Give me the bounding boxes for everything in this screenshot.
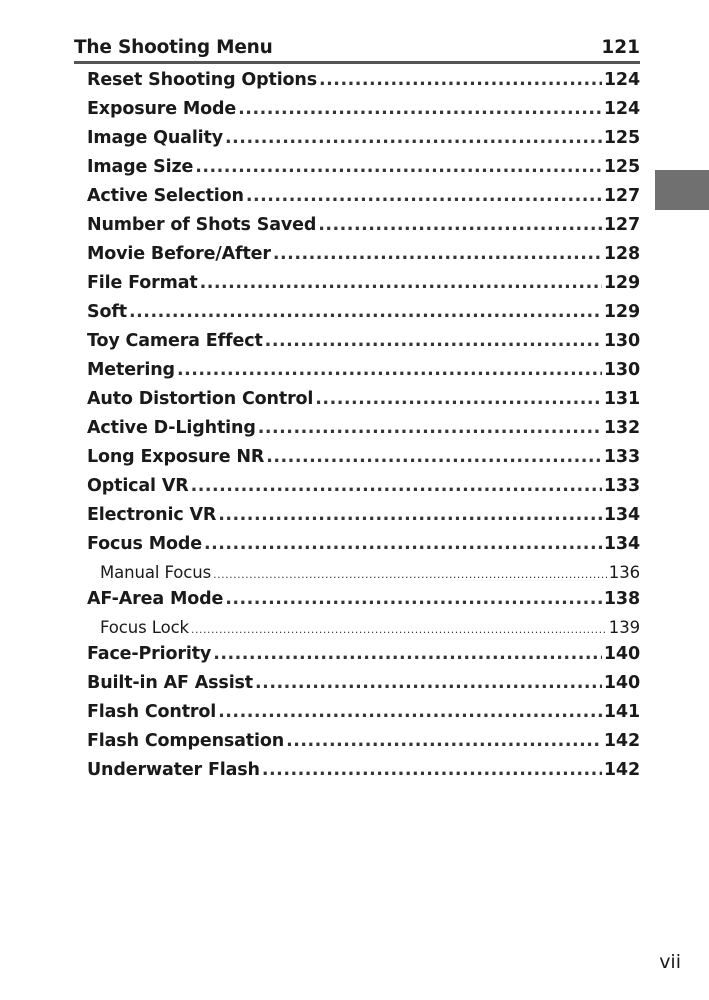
toc-entry[interactable] — [87, 644, 640, 673]
toc-entry-page: 134 — [603, 534, 640, 554]
toc-entry[interactable] — [87, 389, 640, 418]
toc-entry-page: 132 — [603, 418, 640, 438]
dot-leader — [218, 505, 602, 525]
toc-entry-label: Toy Camera Effect — [87, 331, 263, 351]
toc-entry[interactable] — [87, 128, 640, 157]
dot-leader — [129, 302, 602, 322]
toc-entry[interactable] — [87, 186, 640, 215]
dot-leader — [273, 244, 602, 264]
toc-entry-page: 142 — [603, 731, 640, 751]
toc-entry-page: 138 — [603, 589, 640, 609]
dot-leader — [286, 731, 602, 751]
toc-entry[interactable] — [87, 418, 640, 447]
section-page-number[interactable]: 121 — [601, 37, 640, 58]
dot-leader — [246, 186, 602, 206]
toc-entry[interactable] — [87, 215, 640, 244]
toc-subentry[interactable] — [87, 563, 640, 589]
section-header — [74, 34, 640, 64]
toc-entry-label: AF-Area Mode — [87, 589, 224, 609]
chapter-thumb-tab — [655, 170, 709, 210]
toc-entry-page: 134 — [603, 505, 640, 525]
toc-entry-label: Active D-Lighting — [87, 418, 256, 438]
toc-entry[interactable] — [87, 589, 640, 618]
toc-entry-label: Reset Shooting Options — [87, 70, 318, 90]
page-number: vii — [659, 951, 681, 973]
dot-leader — [200, 273, 602, 293]
toc-entry-label: Built-in AF Assist — [87, 673, 254, 693]
toc-entry[interactable] — [87, 702, 640, 731]
toc-entry-page: 140 — [603, 673, 640, 693]
toc-entry-page: 141 — [603, 702, 640, 722]
dot-leader — [315, 389, 602, 409]
toc-entry-label: Active Selection — [87, 186, 244, 206]
toc-entry-page: 139 — [608, 618, 640, 637]
toc-entry-label: Long Exposure NR — [87, 447, 265, 467]
toc-entry-label: Manual Focus — [100, 563, 212, 582]
dot-leader — [319, 70, 602, 90]
section-title: The Shooting Menu — [74, 37, 273, 58]
toc-entry-label: Flash Compensation — [87, 731, 285, 751]
dot-leader — [225, 128, 602, 148]
toc-entry[interactable] — [87, 331, 640, 360]
toc-entry-page: 130 — [603, 360, 640, 380]
toc-entry-label: Flash Control — [87, 702, 217, 722]
dot-leader — [218, 702, 602, 722]
toc-entry-label: Electronic VR — [87, 505, 217, 525]
toc-entry[interactable] — [87, 244, 640, 273]
toc-entry-page: 131 — [603, 389, 640, 409]
toc-entry-label: Image Size — [87, 157, 194, 177]
dot-leader — [195, 157, 602, 177]
toc-entry-page: 127 — [603, 215, 640, 235]
toc-entry-label: Movie Before/After — [87, 244, 271, 264]
toc-entry[interactable] — [87, 447, 640, 476]
toc-entry-label: Exposure Mode — [87, 99, 237, 119]
toc-entry[interactable] — [87, 99, 640, 128]
toc-entry[interactable] — [87, 534, 640, 563]
toc-entry-page: 129 — [603, 273, 640, 293]
toc-entry[interactable] — [87, 731, 640, 760]
dot-leader — [191, 623, 607, 636]
toc-entry-page: 129 — [603, 302, 640, 322]
toc-entry[interactable] — [87, 360, 640, 389]
dot-leader — [213, 644, 602, 664]
dot-leader — [177, 360, 602, 380]
dot-leader — [262, 760, 602, 780]
toc-entry-label: Metering — [87, 360, 175, 380]
toc-entry[interactable] — [87, 273, 640, 302]
dot-leader — [225, 589, 602, 609]
dot-leader — [238, 99, 602, 119]
toc-entry-label: Face-Priority — [87, 644, 212, 664]
toc-entry-page: 140 — [603, 644, 640, 664]
toc-entry-page: 125 — [603, 128, 640, 148]
toc-entry-label: File Format — [87, 273, 198, 293]
toc-entry[interactable] — [87, 157, 640, 186]
toc-entry[interactable] — [87, 505, 640, 534]
table-of-contents — [87, 70, 640, 789]
toc-entry-label: Image Quality — [87, 128, 224, 148]
toc-entry-page: 124 — [603, 70, 640, 90]
toc-entry-page: 125 — [603, 157, 640, 177]
toc-entry-page: 136 — [608, 563, 640, 582]
dot-leader — [213, 568, 607, 581]
toc-entry-label: Number of Shots Saved — [87, 215, 317, 235]
toc-entry-label: Focus Lock — [100, 618, 189, 637]
toc-entry-page: 142 — [603, 760, 640, 780]
dot-leader — [318, 215, 602, 235]
toc-entry-label: Optical VR — [87, 476, 189, 496]
toc-entry-page: 133 — [603, 476, 640, 496]
toc-entry[interactable] — [87, 476, 640, 505]
toc-entry-page: 127 — [603, 186, 640, 206]
dot-leader — [255, 673, 602, 693]
toc-subentry[interactable] — [87, 618, 640, 644]
toc-entry-page: 130 — [603, 331, 640, 351]
toc-entry-label: Underwater Flash — [87, 760, 260, 780]
dot-leader — [258, 418, 602, 438]
toc-entry[interactable] — [87, 70, 640, 99]
toc-entry-label: Soft — [87, 302, 128, 322]
dot-leader — [266, 447, 602, 467]
toc-entry[interactable] — [87, 760, 640, 789]
toc-entry-label: Focus Mode — [87, 534, 202, 554]
dot-leader — [191, 476, 602, 496]
toc-entry[interactable] — [87, 673, 640, 702]
dot-leader — [204, 534, 602, 554]
toc-entry-page: 133 — [603, 447, 640, 467]
toc-entry-label: Auto Distortion Control — [87, 389, 314, 409]
toc-entry-page: 128 — [603, 244, 640, 264]
dot-leader — [265, 331, 602, 351]
toc-entry[interactable] — [87, 302, 640, 331]
toc-entry-page: 124 — [603, 99, 640, 119]
